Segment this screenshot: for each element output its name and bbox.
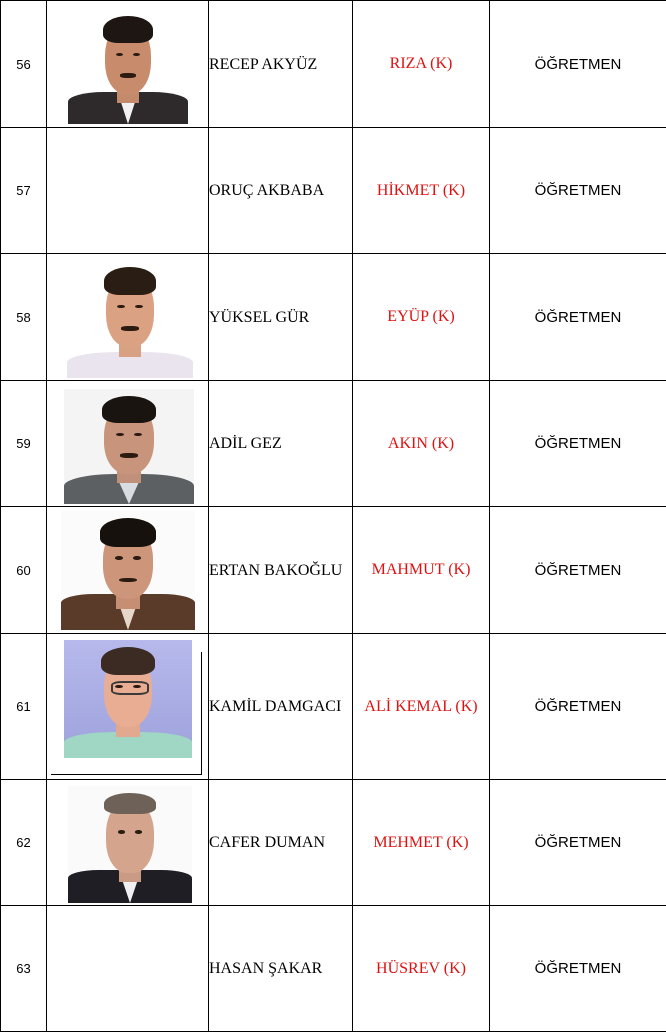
table-row [1,128,666,254]
photo-cell [47,780,209,906]
table-row [1,634,666,780]
occupation: ÖĞRETMEN [490,906,666,1032]
row-number: 62 [1,780,47,906]
portrait-photo [68,786,192,903]
portrait-photo [64,640,192,758]
table-row [1,507,666,634]
photo-cell [47,254,209,381]
table-row [1,906,666,1032]
row-number: 56 [1,1,47,128]
photo-cell [47,634,209,780]
photo-cell [47,1,209,128]
person-name: KAMİL DAMGACI [209,634,353,780]
row-number: 57 [1,128,47,254]
photo-cell [47,906,209,1032]
person-name: ADİL GEZ [209,381,353,507]
occupation: ÖĞRETMEN [490,634,666,780]
occupation: ÖĞRETMEN [490,254,666,381]
person-name: CAFER DUMAN [209,780,353,906]
frame-line [201,652,202,775]
photo-cell [47,381,209,507]
person-name: RECEP AKYÜZ [209,1,353,128]
occupation: ÖĞRETMEN [490,128,666,254]
father-name: RIZA (K) [353,1,490,128]
row-number: 61 [1,634,47,780]
frame-line [51,774,201,775]
portrait-photo [64,389,194,504]
person-name: HASAN ŞAKAR [209,906,353,1032]
row-number: 58 [1,254,47,381]
row-number: 59 [1,381,47,507]
person-name: YÜKSEL GÜR [209,254,353,381]
portrait-photo [67,260,193,378]
father-name: HÜSREV (K) [353,906,490,1032]
father-name: MAHMUT (K) [353,507,490,634]
occupation: ÖĞRETMEN [490,1,666,128]
row-number: 60 [1,507,47,634]
occupation: ÖĞRETMEN [490,780,666,906]
portrait-photo [68,9,188,124]
row-number: 63 [1,906,47,1032]
father-name: ALİ KEMAL (K) [353,634,490,780]
table-row [1,254,666,381]
table-row [1,1,666,128]
table-row [1,780,666,906]
table-row [1,381,666,507]
father-name: MEHMET (K) [353,780,490,906]
person-name: ORUÇ AKBABA [209,128,353,254]
portrait-photo [61,511,195,630]
occupation: ÖĞRETMEN [490,381,666,507]
person-name: ERTAN BAKOĞLU [209,507,353,634]
photo-cell [47,507,209,634]
photo-cell [47,128,209,254]
occupation: ÖĞRETMEN [490,507,666,634]
father-name: HİKMET (K) [353,128,490,254]
father-name: AKIN (K) [353,381,490,507]
father-name: EYÜP (K) [353,254,490,381]
